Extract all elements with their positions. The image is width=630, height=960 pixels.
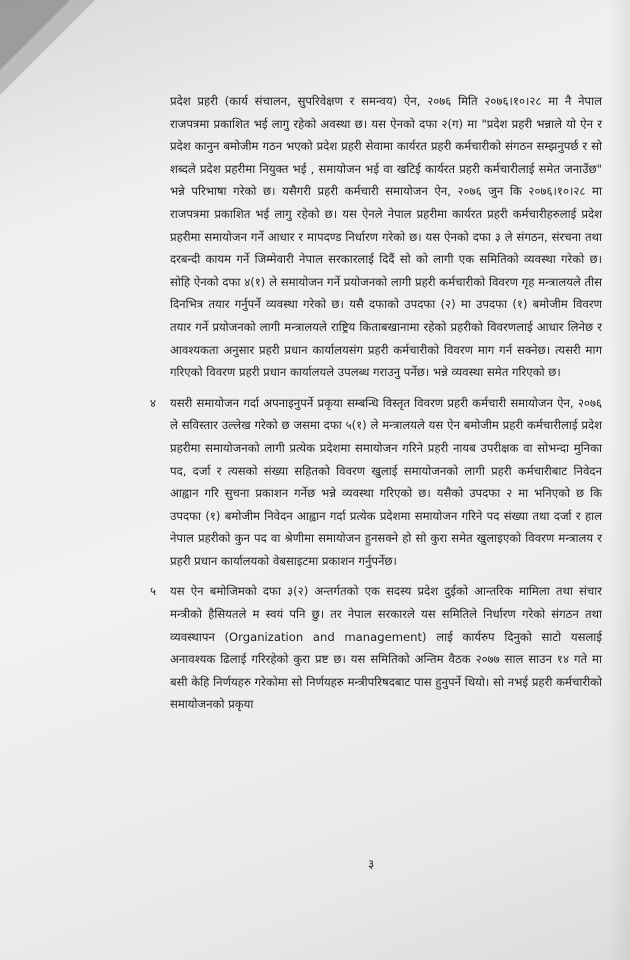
paragraph-5: [150, 580, 602, 716]
paragraph-text: प्रदेश प्रहरी (कार्य संचालन, सुपरिवेक्षण र समन्वय) ऐन, २०७६ मिति २०७६।१०।२८ मा नै नेपाल राजपत्रमा प्रकाशित भई लागु रहेको अवस्था छ। यस ऐनको दफा २(ग) मा "प्रदेश प्रहरी भन्नाले यो ऐन र प्रदेश कानुन बमोजीम गठन भएको प्रदेश प्रहरी सेवामा कार्यरत प्रहरी कर्मचारीको संगठन सम्झनुपर्छ र सो शब्दले प्रदेश प्रहरीमा नियुक्त भई , समायोजन भई वा खटिई कार्यरत प्रहरी कर्मचारीलाई समेत जनाउँछ" भन्ने परिभाषा गरेको छ। यसैगरी प्रहरी कर्मचारी समायोजन ऐन, २०७६ जुन कि २०७६।१०।२८ मा राजपत्रमा प्रकाशित भई लागु रहेको छ। यस ऐनले नेपाल प्रहरीमा कार्यरत प्रहरी कर्मचारीहरुलाई प्रदेश प्रहरीमा समायोजन गर्ने आधार र मापदण्ड निर्धारण गरेको छ। यस ऐनको दफा ३ ले संगठन, संरचना तथा दरबन्दी कायम गर्ने जिम्मेवारी नेपाल सरकारलाई दिदैं सो को लागी एक समितिको व्यवस्था गरेको छ। सोहि ऐनको दफा ४(१) ले समायोजन गर्ने प्रयोजनको लागी प्रहरी कर्मचारीको विवरण गृह मन्त्रालयले तीस दिनभित्र तयार गर्नुपर्ने व्यवस्था गरेको छ। यसै दफाको उपदफा (२) मा उपदफा (१) बमोजीम विवरण तयार गर्ने प्रयोजनको लागी मन्त्रालयले राष्ट्रिय किताबखानामा रहेको प्रहरीको विवरणलाई आधार लिनेछ र आवश्यकता अनुसार प्रहरी प्रधान कार्यालयसंग प्रहरी कर्मचारीको विवरण माग गर्न सक्नेछ। त्यसरी माग गरिएको विवरण प्रहरी प्रधान कार्यालयले उपलब्ध गराउनु पर्नेछ। भन्ने व्यवस्था समेत गरिएको छ।: [170, 94, 602, 380]
page-number: ३: [368, 857, 375, 871]
paragraph-text: यसरी समायोजन गर्दा अपनाइनुपर्ने प्रकृया सम्बन्धि विस्तृत विवरण प्रहरी कर्मचारी समायोजन ऐन, २०७६ ले सविस्तार उल्लेख गरेको छ जसमा दफा ५(१) ले मन्त्रालयले यस ऐन बमोजीम प्रहरी कर्मचारीलाई प्रदेश प्रहरीमा समायोजनको लागी प्रत्येक प्रदेशमा समायोजन गरिने प्रहरी नायब उपरीक्षक वा सोभन्दा मुनिका पद, दर्जा र त्यसको संख्या सहितको विवरण खुलाई समायोजनको लागी प्रहरी कर्मचारीबाट निवेदन आह्वान गरि सुचना प्रकाशन गर्नेछ भन्ने व्यवस्था गरिएको छ। यसैको उपदफा २ मा भनिएको छ कि उपदफा (१) बमोजीम निवेदन आह्वान गर्दा प्रत्येक प्रदेशमा समायोजन गरिने पद संख्या तथा दर्जा र हाल नेपाल प्रहरीको कुन पद वा श्रेणीमा समायोजन हुनसक्ने हो सो कुरा समेत खुलाइएको विवरण मन्त्रालय र प्रहरी प्रधान कार्यालयको वेबसाइटमा प्रकाशन गर्नुपर्नेछ।: [170, 395, 602, 568]
page-edge-shade: [608, 0, 630, 960]
paragraph-number: ४: [150, 395, 157, 410]
paragraph-text: यस ऐन बमोजिमको दफा ३(२) अन्तर्गतको एक सदस्य प्रदेश दुईको आन्तरिक मामिला तथा संचार मन्त्रीको हैसियतले म स्वयं पनि छु। तर नेपाल सरकारले यस समितिले निर्धारण गरेको संगठन तथा व्यवस्थापन (Organization and management) लाई कार्यरुप दिनुको साटो यसलाई अनावश्यक ढिलाई गरिरहेको कुरा प्रष्ट छ। यस समितिको अन्तिम वैठक २०७७ साल साउन १४ गते मा बसी केहि निर्णयहरु गरेकोमा सो निर्णयहरु मन्त्रीपरिषदबाट पास हुनुपर्ने थियो। सो नभई प्रहरी कर्मचारीको समायोजनको प्रकृया: [170, 584, 602, 712]
paragraph-4: [150, 392, 602, 573]
page-fold-corner: [0, 0, 70, 70]
document-body: [150, 90, 602, 724]
paragraph-number: ५: [150, 584, 157, 599]
paragraph-intro: [170, 90, 602, 384]
